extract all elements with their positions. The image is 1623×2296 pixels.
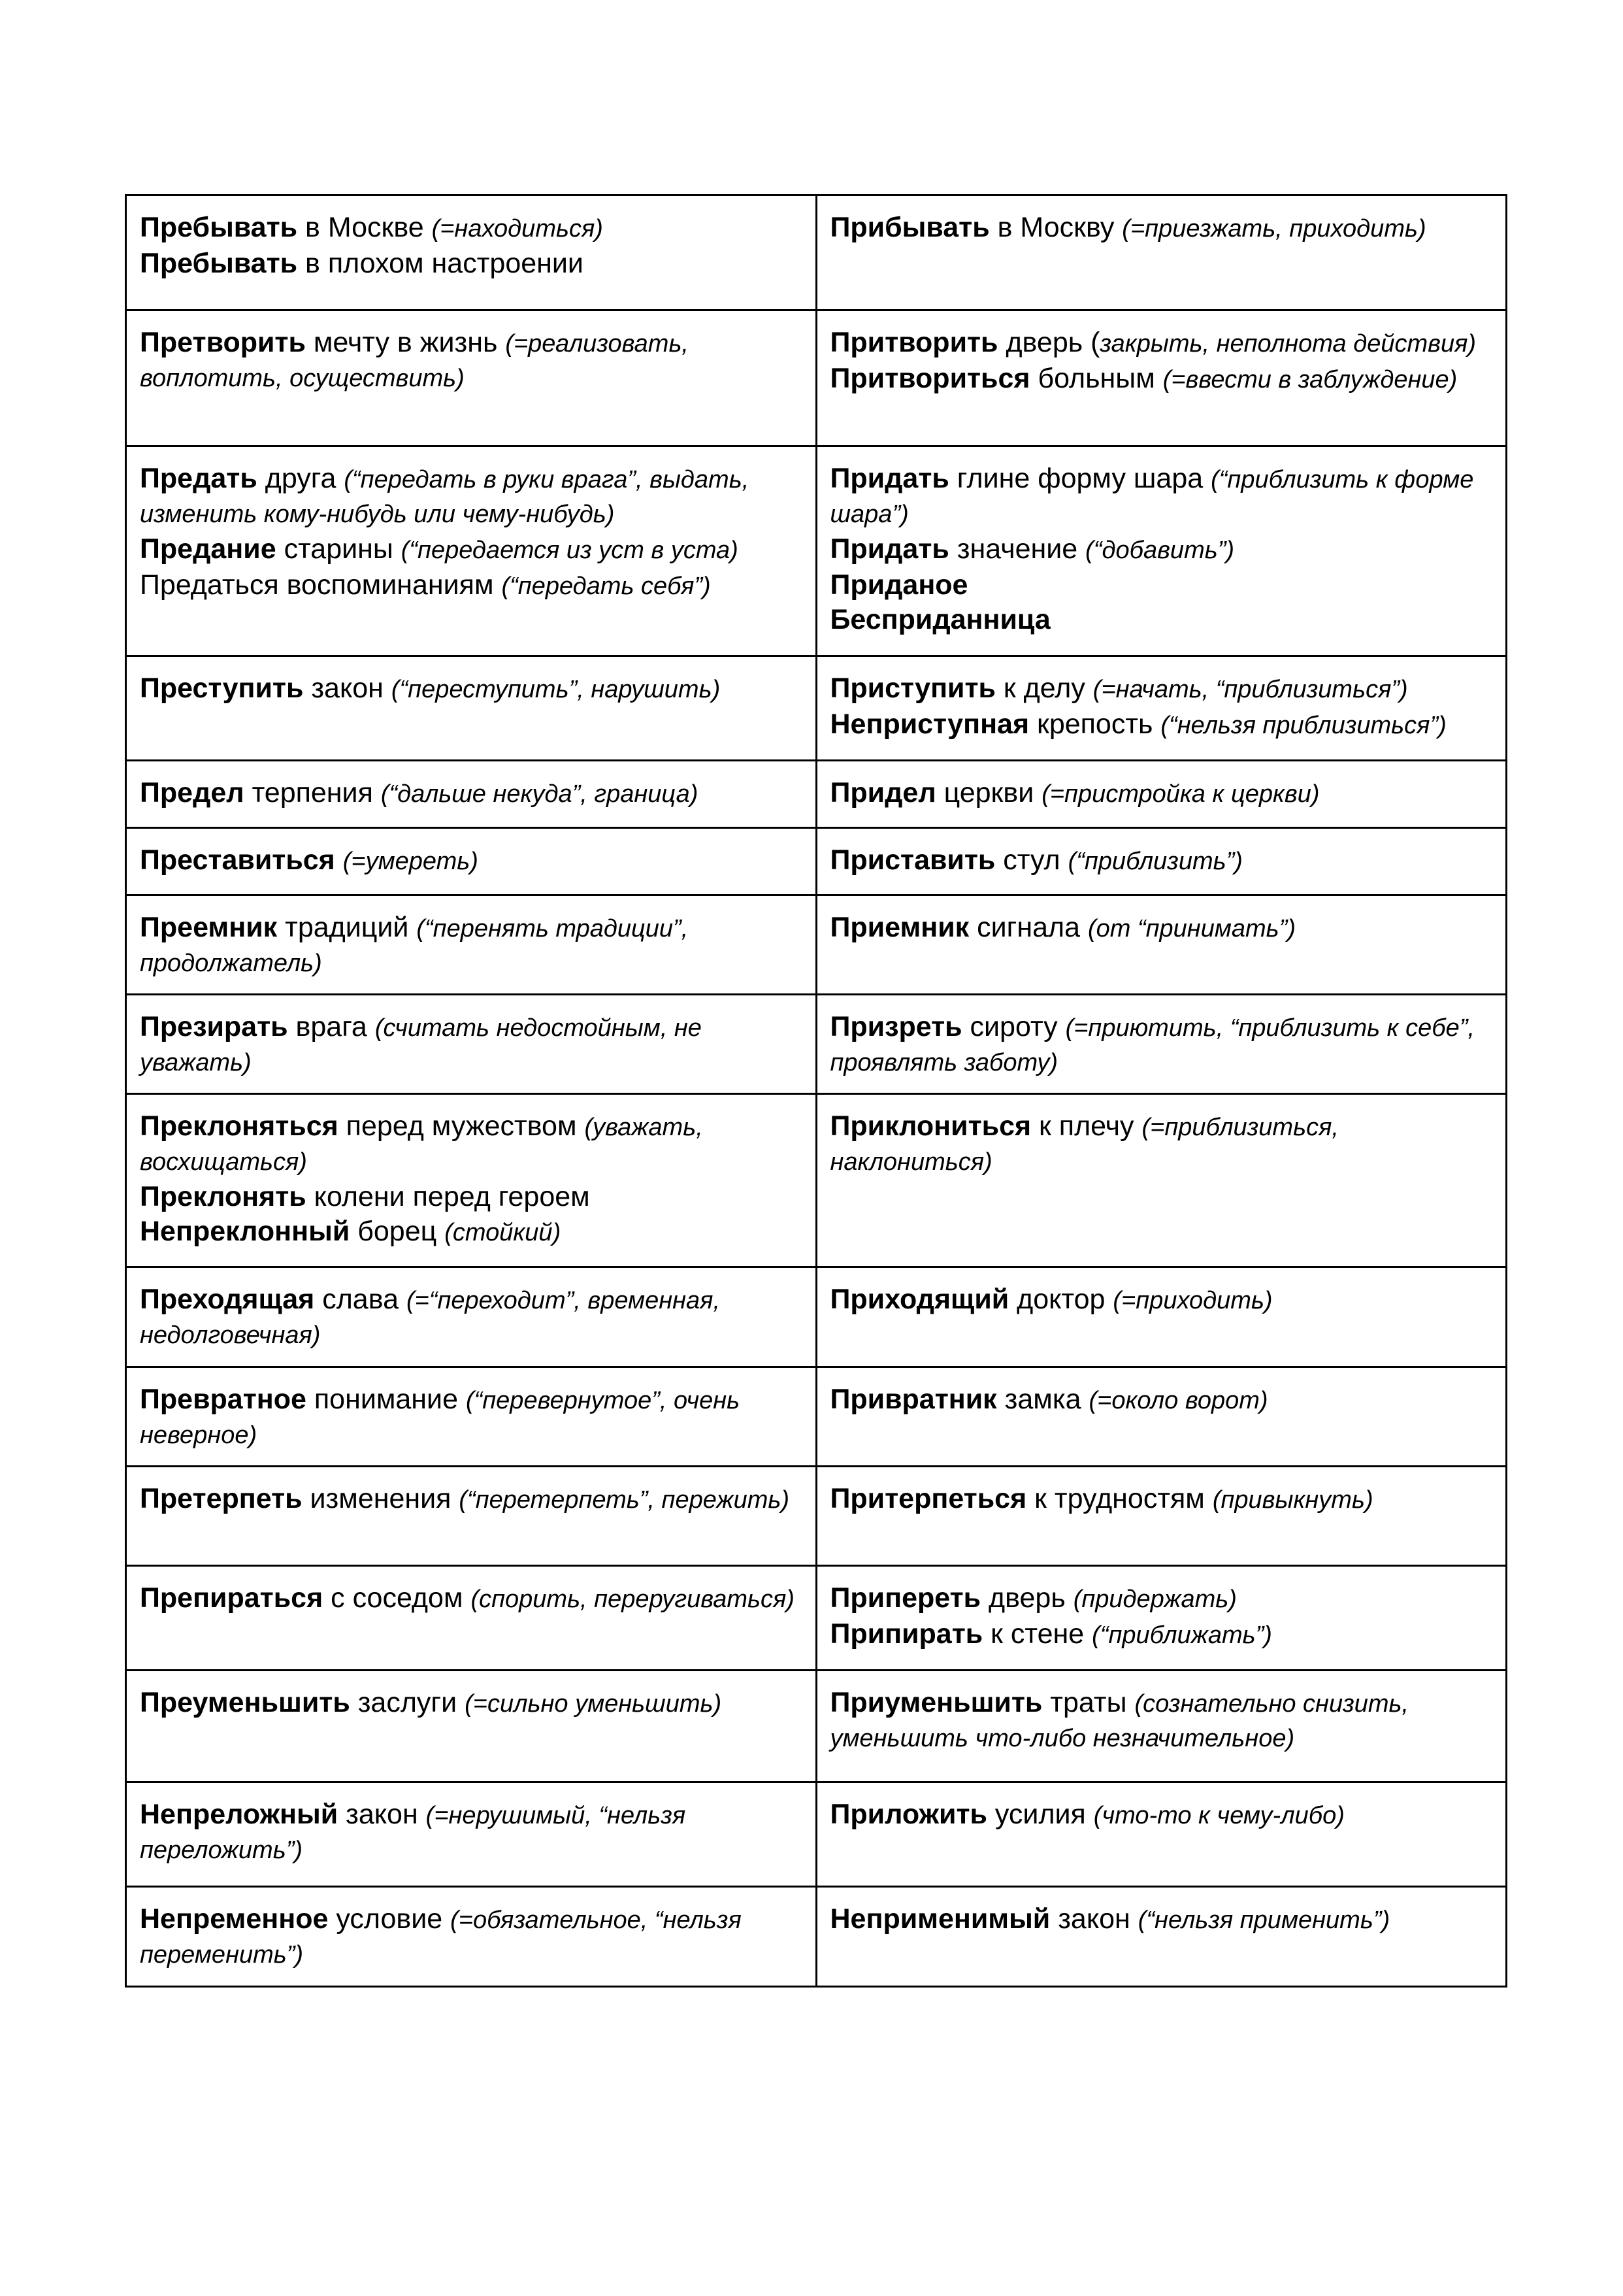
- phrase-text: глине форму шара: [949, 463, 1211, 494]
- headword: Приставить: [830, 844, 996, 876]
- gloss-note: (“перетерпеть”, пережить): [459, 1486, 790, 1514]
- headword: Претворить: [140, 327, 306, 358]
- phrase-text: изменения: [302, 1483, 459, 1514]
- cell-line: [140, 532, 801, 568]
- cell-line: [830, 910, 1492, 946]
- phrase-text: к стене: [983, 1618, 1092, 1650]
- gloss-note: (=приютить, “приблизить к себе”, проявлять заботу): [830, 1014, 1475, 1076]
- left-cell: [126, 761, 817, 828]
- headword: Презирать: [140, 1011, 288, 1042]
- cell-line: [140, 843, 801, 879]
- gloss-note: (“передается из уст в уста): [401, 537, 738, 564]
- phrase-text: дверь: [981, 1582, 1074, 1614]
- right-cell: [816, 1267, 1507, 1367]
- cell-line: [830, 843, 1492, 879]
- headword: Преуменьшить: [140, 1687, 350, 1718]
- gloss-note: (уважать, восхищаться): [140, 1114, 703, 1176]
- left-cell: [126, 1094, 817, 1267]
- gloss-note: (=ввести в заблуждение): [1162, 366, 1458, 393]
- cell-line: [830, 1282, 1492, 1318]
- cell-line: [140, 671, 801, 707]
- gloss-note: (=приходить): [1113, 1287, 1273, 1314]
- right-cell: [816, 895, 1507, 995]
- gloss-note: (“приближать”): [1092, 1622, 1272, 1649]
- phrase-text: традиций: [277, 912, 417, 943]
- headword: Припирать: [830, 1618, 983, 1650]
- phrase-text: замка: [996, 1384, 1089, 1415]
- phrase-text: закон: [303, 673, 391, 704]
- phrase-text: слава: [314, 1284, 406, 1315]
- gloss-note: (=“переходит”, временная, недолговечная): [140, 1287, 721, 1349]
- right-cell: [816, 1094, 1507, 1267]
- table-row: [126, 1467, 1507, 1566]
- gloss-note: (“дальше некуда”, граница): [380, 780, 698, 808]
- table-row: [126, 1367, 1507, 1467]
- headword: Привратник: [830, 1384, 997, 1415]
- phrase-text: в Москве: [297, 212, 432, 243]
- left-cell: [126, 895, 817, 995]
- headword: Предать: [140, 463, 257, 494]
- table-row: [126, 1671, 1507, 1782]
- table-row: [126, 656, 1507, 761]
- cell-line: [140, 1581, 801, 1617]
- phrase-text: закон: [1050, 1903, 1138, 1935]
- left-cell: [126, 446, 817, 656]
- headword: Преступить: [140, 673, 304, 704]
- phrase-text: колени перед героем: [306, 1181, 590, 1212]
- right-cell: [816, 1367, 1507, 1467]
- phrase-text: дверь (: [998, 327, 1100, 358]
- phrase-text: терпения: [244, 777, 381, 808]
- gloss-note: (“приблизить”): [1068, 848, 1243, 875]
- gloss-note: (стойкий): [444, 1219, 561, 1246]
- phrase-text: закон: [338, 1799, 426, 1830]
- headword: Припереть: [830, 1582, 981, 1614]
- headword: Приступить: [830, 673, 996, 704]
- gloss-note: (что-то к чему-либо): [1093, 1802, 1345, 1829]
- gloss-note: (“нельзя применить”): [1138, 1906, 1390, 1934]
- gloss-note: (“перевернутое”, очень неверное): [140, 1387, 740, 1449]
- cell-line: [830, 1581, 1492, 1617]
- phrase-text: [335, 844, 343, 876]
- right-cell: [816, 1467, 1507, 1566]
- cell-line: [140, 1482, 801, 1518]
- cell-line: [140, 461, 801, 532]
- cell-line: [830, 1797, 1492, 1833]
- table-row: [126, 195, 1507, 310]
- phrase-text: значение: [949, 533, 1086, 565]
- headword: Приуменьшить: [830, 1687, 1043, 1718]
- phrase-text: к делу: [995, 673, 1093, 704]
- headword: Пребывать: [140, 212, 298, 243]
- gloss-note: (=начать, “приблизиться”): [1092, 676, 1408, 703]
- cell-line: [140, 1214, 801, 1250]
- right-cell: [816, 1782, 1507, 1887]
- gloss-note: (=приезжать, приходить): [1122, 215, 1426, 242]
- phrase-text: больным: [1030, 363, 1163, 394]
- right-cell: [816, 995, 1507, 1094]
- headword: Приданое: [830, 569, 968, 601]
- headword: Придать: [830, 533, 949, 565]
- word-pairs-table-body: [126, 195, 1507, 1987]
- headword: Притворить: [830, 327, 998, 358]
- headword: Приемник: [830, 912, 970, 943]
- gloss-note: (=находиться): [431, 215, 603, 242]
- headword: Преклоняться: [140, 1110, 338, 1142]
- phrase-text: усилия: [987, 1799, 1094, 1830]
- phrase-text: доктор: [1009, 1284, 1113, 1315]
- phrase-text: заслуги: [350, 1687, 465, 1718]
- cell-line: [140, 1109, 801, 1180]
- phrase-text: в плохом настроении: [297, 248, 583, 279]
- gloss-note: (=умереть): [342, 848, 478, 875]
- phrase-text: сигнала: [969, 912, 1088, 943]
- cell-line: [140, 1902, 801, 1972]
- cell-line: [830, 1617, 1492, 1653]
- left-cell: [126, 828, 817, 895]
- cell-line: [140, 1686, 801, 1722]
- cell-line: [830, 1382, 1492, 1418]
- headword: Неприменимый: [830, 1903, 1051, 1935]
- headword: Предание: [140, 533, 276, 565]
- phrase-text: к плечу: [1031, 1110, 1142, 1142]
- cell-line: [140, 776, 801, 812]
- headword: Приклониться: [830, 1110, 1032, 1142]
- headword: Призреть: [830, 1011, 962, 1042]
- cell-line: [830, 461, 1492, 532]
- phrase-text: понимание: [306, 1384, 466, 1415]
- headword: Неприступная: [830, 708, 1030, 740]
- table-row: [126, 995, 1507, 1094]
- cell-line: [140, 910, 801, 981]
- cell-line: [830, 210, 1492, 246]
- cell-line: [830, 568, 1492, 603]
- phrase-text: крепость: [1029, 708, 1161, 740]
- cell-line: [140, 325, 801, 396]
- phrase-text: к трудностям: [1026, 1483, 1213, 1514]
- gloss-note: (“перенять традиции”, продолжатель): [140, 915, 689, 977]
- cell-line: [140, 1010, 801, 1080]
- phrase-text: врага: [287, 1011, 375, 1042]
- headword: Преставиться: [140, 844, 335, 876]
- right-cell: [816, 446, 1507, 656]
- cell-line: [140, 1282, 801, 1353]
- cell-line: [830, 776, 1492, 812]
- gloss-note: (=около ворот): [1089, 1387, 1268, 1414]
- headword: Прибывать: [830, 212, 990, 243]
- right-cell: [816, 828, 1507, 895]
- table-row: [126, 1782, 1507, 1887]
- cell-line: [830, 603, 1492, 637]
- cell-line: [140, 1797, 801, 1868]
- gloss-note: (сознательно снизить, уменьшить что-либо незначительное): [830, 1690, 1409, 1752]
- phrase-text: церкви: [936, 777, 1042, 808]
- right-cell: [816, 1887, 1507, 1987]
- phrase-text: борец: [350, 1216, 445, 1247]
- headword: Приложить: [830, 1799, 987, 1830]
- phrase-text: перед мужеством: [338, 1110, 585, 1142]
- cell-line: [830, 361, 1492, 397]
- right-cell: [816, 761, 1507, 828]
- headword: Превратное: [140, 1384, 306, 1415]
- left-cell: [126, 1367, 817, 1467]
- cell-line: [830, 1482, 1492, 1518]
- headword: Препираться: [140, 1582, 323, 1614]
- cell-line: [140, 210, 801, 246]
- cell-line: [830, 1686, 1492, 1756]
- headword: Непреклонный: [140, 1216, 350, 1247]
- right-cell: [816, 310, 1507, 446]
- gloss-note: (“передать в руки врага”, выдать, изменить кому-нибудь или чему-нибудь): [140, 466, 749, 528]
- headword: Непременное: [140, 1903, 329, 1935]
- cell-line: [830, 532, 1492, 568]
- table-row: [126, 1267, 1507, 1367]
- table-row: [126, 1887, 1507, 1987]
- gloss-note: (=реализовать, воплотить, осуществить): [140, 330, 689, 392]
- headword: Предел: [140, 777, 244, 808]
- phrase-text: условие: [328, 1903, 451, 1935]
- table-row: [126, 1566, 1507, 1671]
- table-row: [126, 895, 1507, 995]
- table-row: [126, 446, 1507, 656]
- phrase-text: старины: [276, 533, 401, 565]
- phrase-text: Предаться воспоминаниям: [140, 569, 502, 601]
- headword: Претерпеть: [140, 1483, 303, 1514]
- cell-line: [140, 1180, 801, 1214]
- gloss-note: (придержать): [1073, 1586, 1237, 1613]
- table-row: [126, 310, 1507, 446]
- headword: Придать: [830, 463, 949, 494]
- gloss-note: (“переступить”, нарушить): [391, 676, 721, 703]
- left-cell: [126, 656, 817, 761]
- right-cell: [816, 1671, 1507, 1782]
- phrase-text: с соседом: [323, 1582, 471, 1614]
- cell-line: [830, 1109, 1492, 1180]
- cell-line: [140, 246, 801, 281]
- left-cell: [126, 1671, 817, 1782]
- headword: Притвориться: [830, 363, 1030, 394]
- phrase-text: сироту: [962, 1011, 1066, 1042]
- cell-line: [140, 568, 801, 604]
- headword: Придел: [830, 777, 936, 808]
- right-cell: [816, 656, 1507, 761]
- headword: Бесприданница: [830, 604, 1051, 635]
- right-cell: [816, 1566, 1507, 1671]
- gloss-note: (привыкнуть): [1212, 1486, 1373, 1514]
- headword: Преемник: [140, 912, 278, 943]
- gloss-note: (=нерушимый, “нельзя переложить”): [140, 1802, 686, 1864]
- cell-line: [830, 1010, 1492, 1080]
- gloss-note: (“приблизить к форме шара”): [830, 466, 1474, 528]
- right-cell: [816, 195, 1507, 310]
- gloss-note: (=приблизиться, наклониться): [830, 1114, 1339, 1176]
- gloss-note: (от “принимать”): [1087, 915, 1296, 942]
- phrase-text: стул: [995, 844, 1068, 876]
- phrase-text: друга: [257, 463, 344, 494]
- phrase-text: траты: [1042, 1687, 1135, 1718]
- headword: Непреложный: [140, 1799, 338, 1830]
- cell-line: [830, 707, 1492, 743]
- gloss-note: (=обязательное, “нельзя переменить”): [140, 1906, 742, 1969]
- left-cell: [126, 1566, 817, 1671]
- headword: Пребывать: [140, 248, 298, 279]
- phrase-text: мечту в жизнь: [305, 327, 506, 358]
- left-cell: [126, 310, 817, 446]
- headword: Приходящий: [830, 1284, 1009, 1315]
- left-cell: [126, 1267, 817, 1367]
- left-cell: [126, 995, 817, 1094]
- gloss-note: (=сильно уменьшить): [465, 1690, 722, 1718]
- left-cell: [126, 195, 817, 310]
- left-cell: [126, 1887, 817, 1987]
- gloss-note: (спорить, переругиваться): [470, 1586, 795, 1613]
- cell-line: [830, 671, 1492, 707]
- cell-line: [140, 1382, 801, 1453]
- gloss-note: (=пристройка к церкви): [1041, 780, 1320, 808]
- headword: Преклонять: [140, 1181, 306, 1212]
- table-row: [126, 761, 1507, 828]
- left-cell: [126, 1782, 817, 1887]
- gloss-note: закрыть, неполнота действия): [1100, 330, 1477, 358]
- gloss-note: (считать недостойным, не уважать): [140, 1014, 702, 1076]
- headword: Притерпеться: [830, 1483, 1027, 1514]
- table-row: [126, 828, 1507, 895]
- gloss-note: (“добавить”): [1085, 537, 1235, 564]
- gloss-note: (“нельзя приблизиться”): [1160, 712, 1447, 739]
- table-row: [126, 1094, 1507, 1267]
- cell-line: [830, 1902, 1492, 1938]
- gloss-note: (“передать себя”): [501, 573, 711, 600]
- cell-line: [830, 325, 1492, 361]
- phrase-text: в Москву: [989, 212, 1123, 243]
- left-cell: [126, 1467, 817, 1566]
- word-pairs-table: [125, 194, 1507, 1988]
- headword: Преходящая: [140, 1284, 315, 1315]
